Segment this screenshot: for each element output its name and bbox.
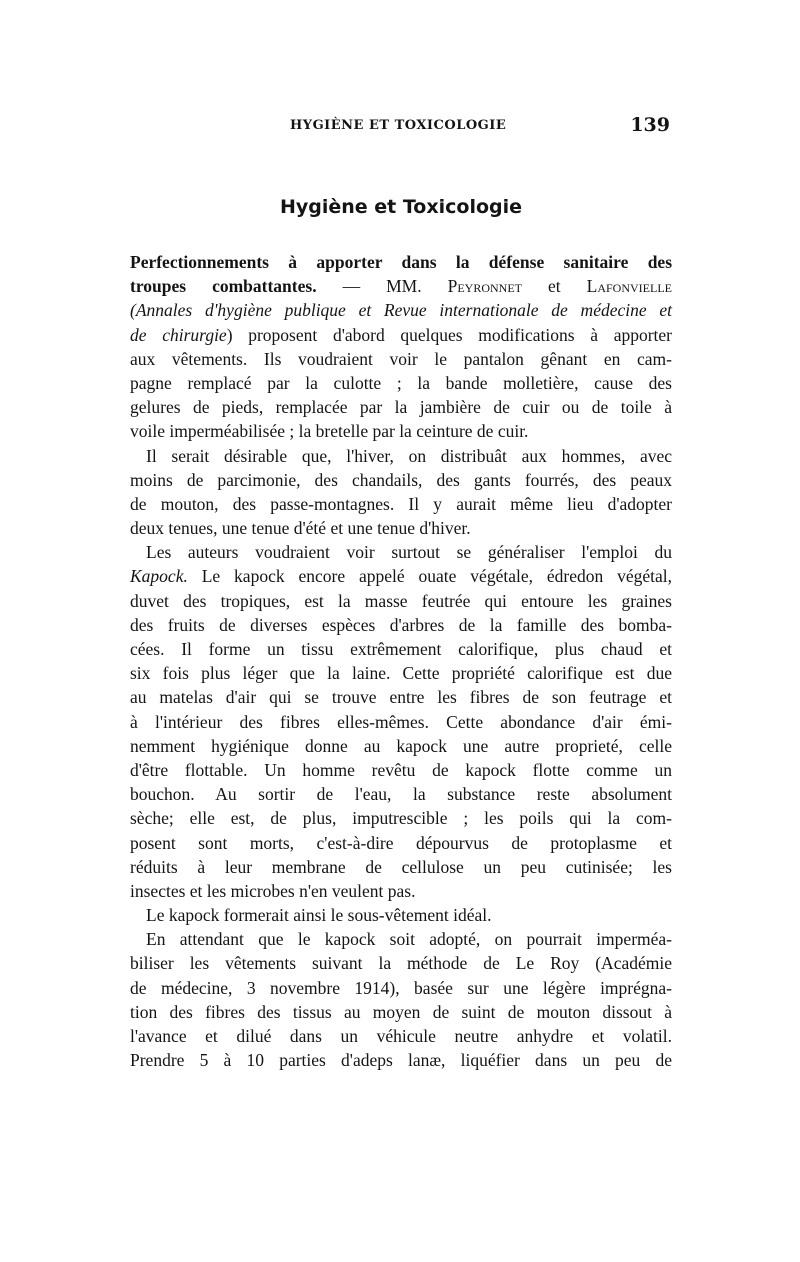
text-segment: sèche; elle est, de plus, imputrescible ; les poils qui la com- bbox=[130, 808, 672, 829]
text-line bbox=[130, 879, 672, 903]
text-segment: de mouton, des passe-montagnes. Il y aurait même lieu d'adopter bbox=[130, 493, 672, 514]
text-line bbox=[130, 371, 672, 395]
text-line bbox=[130, 323, 672, 347]
text-segment: ( bbox=[130, 300, 136, 321]
text-segment: Peyronnet bbox=[447, 276, 522, 297]
text-segment: Prendre 5 à 10 parties d'adeps lanæ, liquéfier dans un peu de bbox=[130, 1050, 672, 1071]
text-line bbox=[130, 661, 672, 685]
text-segment: au matelas d'air qui se trouve entre les fibres de son feutrage et bbox=[130, 687, 672, 708]
text-line bbox=[130, 1048, 672, 1072]
text-line bbox=[130, 951, 672, 975]
text-segment: voile imperméabilisée ; la bretelle par la ceinture de cuir. bbox=[130, 421, 529, 442]
text-segment: réduits à leur membrane de cellulose un peu cutinisée; les bbox=[130, 856, 672, 877]
text-segment: biliser les vêtements suivant la méthode de Le Roy (Académie bbox=[130, 953, 672, 974]
text-segment: Annales d'hygiène publique et Revue internationale de médecine et bbox=[135, 300, 672, 321]
text-line bbox=[130, 710, 672, 734]
text-line bbox=[130, 468, 672, 492]
text-segment: gelures de pieds, remplacée par la jambière de cuir ou de toile à bbox=[130, 397, 672, 418]
text-line bbox=[130, 613, 672, 637]
text-segment: et bbox=[522, 276, 587, 297]
text-line bbox=[130, 419, 672, 443]
text-segment: cées. Il forme un tissu extrêmement calorifique, plus chaud et bbox=[130, 639, 672, 659]
text-line bbox=[130, 250, 672, 274]
page-number: 139 bbox=[630, 114, 670, 136]
text-line bbox=[130, 492, 672, 516]
text-segment: bouchon. Au sortir de l'eau, la substance reste absolument bbox=[130, 784, 672, 805]
text-segment: insectes et les microbes n'en veulent pas. bbox=[130, 880, 416, 901]
text-segment: troupes combattantes. bbox=[130, 276, 317, 297]
text-segment: ) proposent d'abord quelques modifications à apporter bbox=[226, 324, 672, 345]
text-line bbox=[130, 589, 672, 613]
running-title: HYGIÈNE ET TOXICOLOGIE bbox=[290, 118, 507, 133]
text-segment: Perfectionnements à apporter dans la défense sanitaire des bbox=[130, 252, 672, 272]
text-line bbox=[130, 927, 672, 951]
text-line bbox=[130, 831, 672, 855]
text-line bbox=[130, 540, 672, 564]
text-segment: deux tenues, une tenue d'été et une tenue d'hiver. bbox=[130, 518, 471, 539]
text-line bbox=[130, 274, 672, 298]
text-line bbox=[130, 516, 672, 540]
text-segment: nemment hygiénique donne au kapock une autre proprieté, celle bbox=[130, 735, 672, 756]
text-line bbox=[130, 976, 672, 1000]
section-title: Hygiène et Toxicologie bbox=[279, 196, 523, 218]
text-segment: Le kapock encore appelé ouate végétale, édredon végétal, bbox=[187, 566, 672, 587]
text-segment: Il serait désirable que, l'hiver, on distribuât aux hommes, avec bbox=[146, 445, 672, 466]
text-segment: de médecine, 3 novembre 1914), basée sur une légère imprégna- bbox=[130, 977, 672, 998]
text-segment: Les auteurs voudraient voir surtout se généraliser l'emploi du bbox=[146, 542, 672, 563]
text-segment: de chirurgie bbox=[130, 324, 227, 345]
text-line bbox=[130, 1024, 672, 1048]
text-line bbox=[130, 564, 672, 588]
text-line bbox=[130, 903, 672, 927]
text-segment: aux vêtements. Ils voudraient voir le pantalon gênant en cam- bbox=[130, 348, 672, 369]
text-segment: duvet des tropiques, est la masse feutrée qui entoure les graines bbox=[130, 590, 672, 611]
text-segment: posent sont morts, c'est-à-dire dépourvus de protoplasme et bbox=[130, 832, 672, 853]
text-segment: des fruits de diverses espèces d'arbres de la famille des bomba- bbox=[130, 614, 672, 635]
text-segment: l'avance et dilué dans un véhicule neutre anhydre et volatil. bbox=[130, 1026, 672, 1046]
text-line bbox=[130, 806, 672, 830]
text-line bbox=[130, 685, 672, 709]
running-head bbox=[130, 116, 672, 138]
text-line bbox=[130, 855, 672, 879]
text-segment: moins de parcimonie, des chandails, des gants fourrés, des peaux bbox=[130, 469, 672, 490]
text-line bbox=[130, 758, 672, 782]
text-segment: — MM. bbox=[316, 276, 448, 297]
text-segment: En attendant que le kapock soit adopté, on pourrait imperméa- bbox=[146, 929, 672, 950]
text-segment: à l'intérieur des fibres elles-mêmes. Cette abondance d'air émi- bbox=[130, 711, 672, 732]
text-line bbox=[130, 782, 672, 806]
text-segment: six fois plus léger que la laine. Cette propriété calorifique est due bbox=[130, 663, 672, 684]
text-line bbox=[130, 444, 672, 468]
text-segment: d'être flottable. Un homme revêtu de kapock flotte comme un bbox=[130, 759, 672, 780]
text-line bbox=[130, 637, 672, 661]
text-segment: Lafonvielle bbox=[586, 276, 672, 297]
text-segment: pagne remplacé par la culotte ; la bande molletière, cause des bbox=[130, 372, 672, 393]
text-line bbox=[130, 347, 672, 371]
text-line bbox=[130, 395, 672, 419]
text-segment: Kapock. bbox=[130, 566, 188, 587]
body-text bbox=[130, 250, 672, 1072]
text-segment: tion des fibres des tissus au moyen de suint de mouton dissout à bbox=[130, 1001, 672, 1022]
text-line bbox=[130, 298, 672, 322]
text-segment: Le kapock formerait ainsi le sous-vêtement idéal. bbox=[146, 905, 492, 926]
text-line bbox=[130, 1000, 672, 1024]
text-line bbox=[130, 734, 672, 758]
